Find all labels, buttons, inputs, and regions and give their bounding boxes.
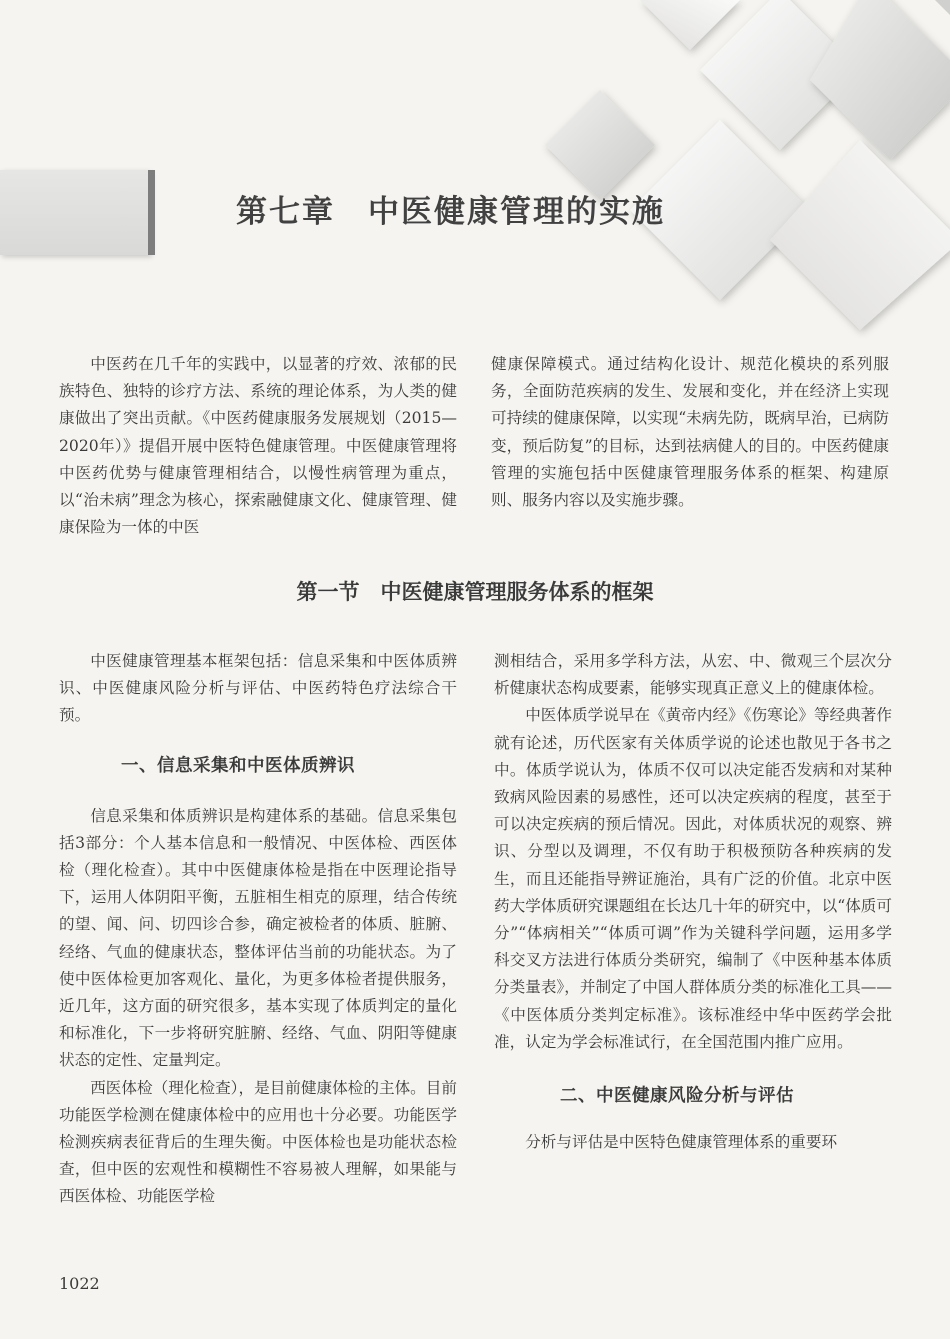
- risk-analysis-paragraph: 分析与评估是中医特色健康管理体系的重要环: [525, 1133, 838, 1152]
- intro-left-column: [59, 351, 457, 541]
- subsection-heading-1: 一、信息采集和中医体质辨识: [121, 755, 355, 776]
- subsection-heading-2: 二、中医健康风险分析与评估: [560, 1086, 794, 1107]
- constitution-theory-paragraph: 中医体质学说早在《黄帝内经》《伤寒论》等经典著作就有论述，历代医家有关体质学说的论述也散见于各书之中。体质学说认为，体质不仅可以决定能否发病和对某种致病风险因素的易感性，还可以决定疾病的程度，甚至于可以决定疾病的预后情况。因此，对体质状况的观察、辨识、分型以及调理，不仅有助于积极预防各种疾病的发生，而且还能指导辨证施治，具有广泛的价值。北京中医药大学体质研究课题组在长达几十年的研究中，以“体质可分”“体病相关”“体质可调”作为关键科学问题，运用多学科交叉方法进行体质分类研究，编制了《中医种基本体质分类量表》，并制定了中国人群体质分类的标准化工具——《中医体质分类判定标准》。该标准经中华中医药学会批准，认定为学会标准试行，在全国范围内推广应用。: [494, 706, 892, 1051]
- body-left-column: [59, 648, 457, 1211]
- intro-paragraph-left: 中医药在几千年的实践中，以显著的疗效、浓郁的民族特色、独特的诊疗方法、系统的理论体系，为人类的健康做出了突出贡献。《中医药健康服务发展规划（2015—2020年）》提倡开展中医特色健康管理。中医健康管理将中医药优势与健康管理相结合，以慢性病管理为重点，以“治未病”理念为核心，探索融健康文化、健康管理、健康保险为一体的中医: [59, 355, 457, 537]
- intro-right-column: [491, 351, 889, 514]
- body-right-column: [494, 648, 892, 1156]
- diamond-shape: [640, 0, 740, 50]
- page-number: 1022: [59, 1274, 100, 1293]
- framework-paragraph: 中医健康管理基本框架包括：信息采集和中医体质辨识、中医健康风险分析与评估、中医药特色疗法综合干预。: [59, 652, 457, 725]
- western-exam-paragraph: 西医体检（理化检查），是目前健康体检的主体。目前功能医学检测在健康体检中的应用也十分必要。功能医学检测疾病表征背后的生理失衡。中医体检也是功能状态检查，但中医的宏观性和模糊性不容易被人理解，如果能与西医体检、功能医学检: [59, 1078, 457, 1206]
- info-collection-paragraph: 信息采集和体质辨识是构建体系的基础。信息采集包括3部分：个人基本信息和一般情况、中医体检、西医体检（理化检查）。其中中医健康体检是指在中医理论指导下，运用人体阴阳平衡，五脏相生相克的原理，结合传统的望、闻、问、切四诊合参，确定被检者的体质、脏腑、经络、气血的健康状态，整体评估当前的功能状态。为了使中医体检更加客观化、量化，为更多体检者提供服务，近几年，这方面的研究很多，基本实现了体质判定的量化和标准化，下一步将研究脏腑、经络、气血、阴阳等健康状态的定性、定量判定。: [59, 806, 457, 1070]
- continued-paragraph: 测相结合，采用多学科方法，从宏、中、微观三个层次分析健康状态构成要素，能够实现真正意义上的健康体检。: [494, 652, 892, 698]
- chapter-banner-band: [0, 170, 150, 255]
- intro-paragraph-right: 健康保障模式。通过结构化设计、规范化模块的系列服务，全面防范疾病的发生、发展和变化，并在经济上实现可持续的健康保障，以实现“未病先防，既病早治，已病防变，预后防复”的目标，达到祛病健人的目的。中医药健康管理的实施包括中医健康管理服务体系的框架、构建原则、服务内容以及实施步骤。: [491, 355, 889, 510]
- chapter-banner-edge: [148, 170, 155, 255]
- diamond-shape: [770, 140, 950, 330]
- diamond-shape: [810, 0, 950, 160]
- chapter-title: 第七章 中医健康管理的实施: [236, 194, 665, 230]
- section-heading: 第一节 中医健康管理服务体系的框架: [296, 579, 654, 604]
- diamond-shape: [545, 90, 655, 200]
- diamond-shape: [935, 0, 950, 15]
